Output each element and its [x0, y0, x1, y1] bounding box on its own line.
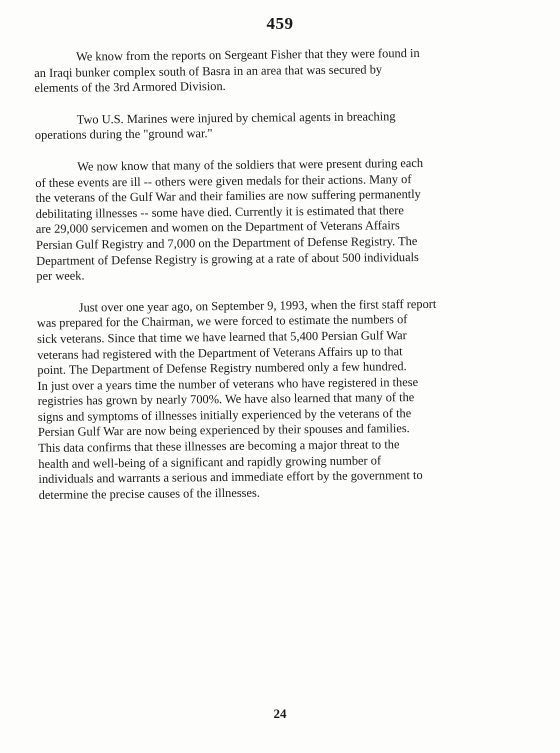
paragraph-line: individuals and warrants a serious and immediate effort by the government to: [38, 468, 423, 487]
paragraph-line: We know from the reports on Sergeant Fisher that they were found in: [75, 45, 420, 64]
paragraph-line: debilitating illnesses -- some have died. Currently it is estimated that there: [35, 202, 404, 221]
paragraph-line: determine the precise causes of the illnesses.: [38, 485, 260, 502]
paragraph-soldiers-ill: [35, 155, 530, 285]
paragraph-line: In just over a years time the number of veterans who have registered in these: [37, 374, 419, 393]
paragraph-line: sick veterans. Since that time we have learned that 5,400 Persian Gulf War: [36, 328, 407, 346]
paragraph-line: registries has grown by nearly 700%. We have also learned that many of the: [37, 390, 415, 409]
paragraph-line: health and well-being of a significant and rapidly growing number of: [38, 453, 382, 471]
paragraph-line: veterans had registered with the Department of Veterans Affairs up to that: [37, 343, 403, 362]
paragraph-line: was prepared for the Chairman, we were forced to estimate the numbers of: [36, 312, 408, 331]
paragraph-staff-report: [37, 296, 533, 504]
paragraph-line: signs and symptoms of illnesses initially experienced by the veterans of the: [37, 405, 412, 424]
paragraph-line: point. The Department of Defense Registry numbered only a few hundred.: [37, 359, 407, 378]
paragraph-line: per week.: [36, 268, 85, 284]
page-number-bottom: 24: [273, 706, 287, 721]
paragraph-line: Persian Gulf Registry and 7,000 on the Department of Defense Registry. The: [35, 233, 418, 252]
paragraph-line: an Iraqi bunker complex south of Basra in an area that was secured by: [34, 61, 383, 80]
body-text: [34, 45, 533, 520]
paragraph-line: are 29,000 servicemen and women on the Department of Veterans Affairs: [35, 218, 400, 237]
paragraph-line: Persian Gulf War are now being experienced by their spouses and families.: [37, 421, 410, 440]
page-number-top: 459: [266, 14, 294, 33]
paragraph-line: Two U.S. Marines were injured by chemical agents in breaching: [76, 108, 396, 127]
paragraph-line: the veterans of the Gulf War and their families are now suffering permanently: [35, 187, 421, 206]
paragraph-line: This data confirms that these illnesses are becoming a major threat to the: [38, 437, 400, 456]
paragraph-line: operations during the "ground war.": [34, 126, 213, 143]
paragraph-line: Just over one year ago, on September 9, 1993, when the first staff report: [78, 296, 437, 315]
paragraph-marines-injured: [35, 108, 529, 144]
paragraph-line: elements of the 3rd Armored Division.: [34, 79, 226, 96]
paragraph-sergeant-fisher: [34, 45, 528, 97]
paragraph-line: We now know that many of the soldiers that were present during each: [77, 155, 424, 174]
paragraph-line: Department of Defense Registry is growing at a rate of about 500 individuals: [36, 249, 419, 268]
paragraph-line: of these events are ill -- others were given medals for their actions. Many of: [35, 171, 412, 190]
